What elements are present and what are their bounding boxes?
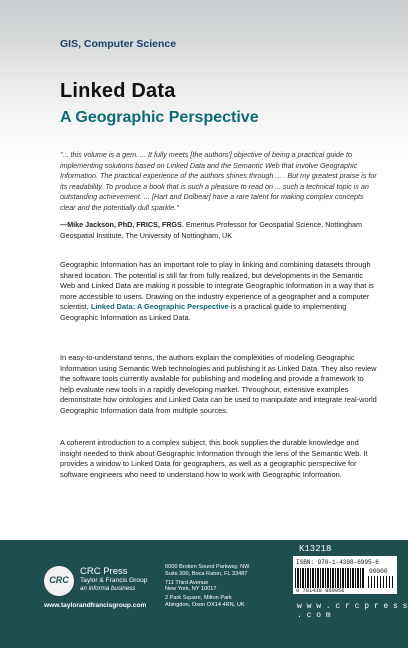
publisher-group: Taylor & Francis Group [80,577,148,584]
crc-website: w w w . c r c p r e s s . c o m [297,602,408,620]
description-paragraph-3: A coherent introduction to a complex subject, this book supplies the durable knowledge and insight needed to think about Geographic Information through the lens of the Semantic Web. It provides a window to Linked Data for geographers, as well as a geographic perspective for software engineers who need to understand how to work with Geographic Information. [60,438,368,479]
price-barcode-icon [368,576,394,588]
book-subtitle: A Geographic Perspective [60,109,259,126]
barcode-block [293,556,397,594]
category-label: GIS, Computer Science [60,38,177,50]
review-quote: "... this volume is a gem. ... It fully meets [the authors'] objective of being a practical guide to implementing solutions based on Linked Data and the Semantic Web that involve Geographic Information. The practical experience of the authors shines through ... . But my greatest praise is for its readability. To produce a book that is such a pleasure to read on ... such a technical topic is an outstanding achievement. ... [Hart and Dolbear] have a rare talent for making complex concepts clear and the potentially dull sparkle." [60,150,377,212]
p1-text-end: is a practical guide to implementing Geographic Information as Linked Data. [60,302,347,322]
address-line: Abingdon, Oxon OX14 4RN, UK [165,601,245,608]
product-code: K13218 [299,544,332,554]
address-line: New York, NY 10017 [165,586,217,593]
description-paragraph-2: In easy-to-understand terms, the authors explain the complexities of modeling Geographic Information using Semantic Web technologies and publishing it as Linked Data. They also review the software tools currently available for publishing and modeling and provide a framework to help evaluate new tools in a rapidly developing market. Throughout, extensive examples demonstrate how ontologies and Linked Data can be used to manipulate and integrate real-world Geographic Information data from multiple sources. [60,353,377,415]
address-line: 2 Park Square, Milton Park [165,595,232,602]
review-attribution [60,220,380,241]
address-line: 6000 Broken Sound Parkway, NW [165,564,250,570]
publisher-block [80,566,147,593]
barcode-icon [295,568,365,588]
crc-logo [44,566,74,596]
reviewer-name: —Mike Jackson, PhD, FRICS, FRGS [60,220,182,229]
publisher-website: www.taylorandfrancisgroup.com [44,602,147,609]
crc-logo-text: CRC [49,575,69,585]
p1-book-title: Linked Data: A Geographic Perspective [90,302,229,312]
address-line: Suite 300, Boca Raton, FL 33487 [165,570,248,577]
book-title: Linked Data [60,80,176,102]
publisher-addresses [165,564,249,609]
publisher-tagline: an informa business [80,585,136,592]
price-code: 90000 [369,568,388,575]
publisher-name: CRC Press [80,566,128,577]
p1-text-start: Geographic Information has an important role to play in linking and combining datasets through shared location. The potential is still far from fully realized, but developments in the Semantic Web and Linked Data are making it possible to integrate Geographic Information in a way that is more accessible to users. Drawing on the industry experience of a geographer and a computer scientist, [60,260,374,312]
address-line: 711 Third Avenue [165,579,209,586]
reviewer-detail: , Emeritus Professor for Geospatial Science, Nottingham Geospatial Institute, The University of Nottingham, UK [60,220,362,240]
description-paragraph-1 [60,260,378,324]
barcode-number: 9 781439 869956 [296,588,345,594]
isbn-text: ISBN: 978-1-4398-6995-6 [296,559,379,566]
